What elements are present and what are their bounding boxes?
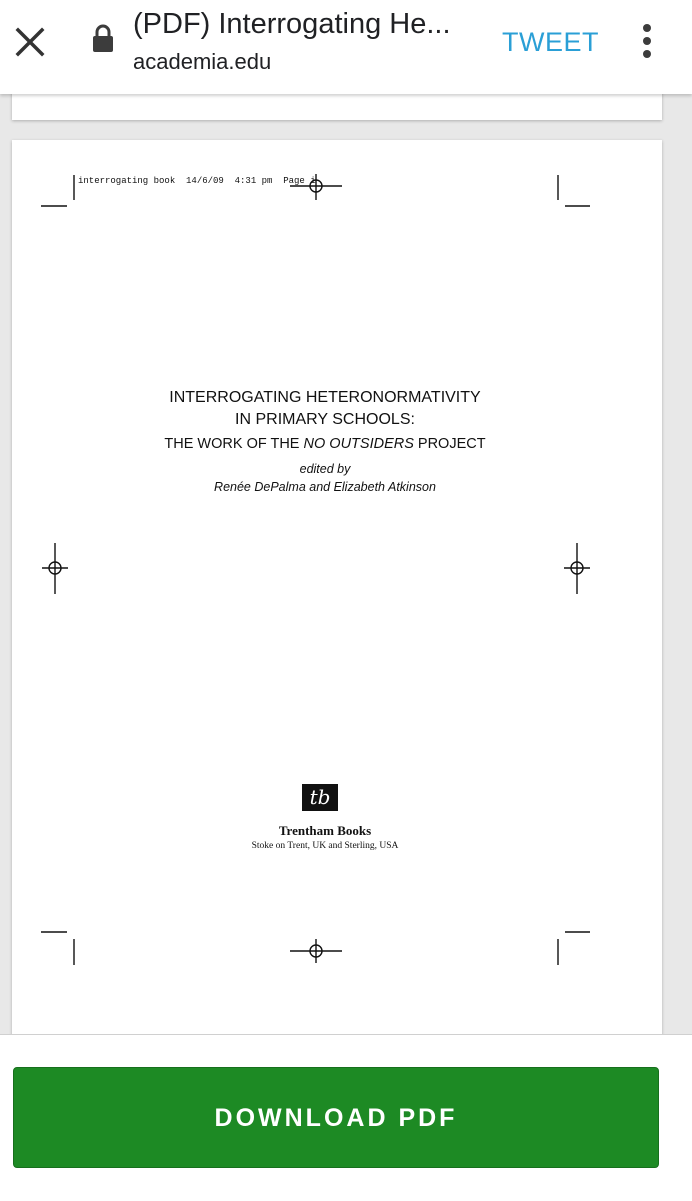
page-url: academia.edu — [133, 49, 272, 74]
lock-icon — [91, 24, 115, 54]
bottom-bar — [0, 1034, 692, 1201]
subtitle-italic: NO OUTSIDERS — [303, 436, 414, 452]
close-icon[interactable] — [10, 22, 50, 62]
tweet-button[interactable]: TWEET — [502, 27, 599, 57]
download-pdf-button[interactable]: DOWNLOAD PDF — [13, 1067, 659, 1168]
crop-marks — [12, 140, 662, 1034]
previous-page — [12, 94, 662, 120]
publisher-place: Stoke on Trent, UK and Sterling, USA — [251, 841, 399, 851]
publisher-name: Trentham Books — [278, 823, 372, 838]
page-title: (PDF) Interrogating He... — [133, 8, 451, 40]
book-subtitle — [12, 436, 638, 452]
print-slug: interrogating book 14/6/09 4:31 pm Page i — [78, 176, 316, 186]
subtitle-prefix: THE WORK OF THE — [164, 436, 304, 452]
book-title-line-1: INTERROGATING HETERONORMATIVITY — [169, 389, 481, 406]
pdf-viewer[interactable] — [0, 94, 692, 1034]
top-app-bar — [0, 0, 692, 94]
more-vert-icon[interactable] — [638, 22, 656, 62]
edited-by: edited by — [299, 462, 351, 476]
book-title-line-2: IN PRIMARY SCHOOLS: — [235, 411, 415, 428]
pdf-page — [12, 140, 662, 1034]
publisher-logo: tb — [302, 784, 338, 811]
editors: Renée DePalma and Elizabeth Atkinson — [214, 480, 436, 494]
subtitle-suffix: PROJECT — [413, 436, 486, 452]
